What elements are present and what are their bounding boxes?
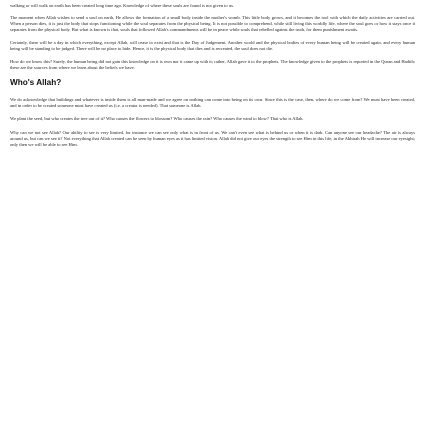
- section-paragraph-3: Why can we not see Allah? Our ability to see is very limited, for instance we can see only what is in front of us. We can't even see what is behind us or when it is dark. Can anyone see our headache? The air is always around us, but can we see it? Not everything that Allah created can be seen by human eyes as it has limited vision. Allah did not give our eyes the strength to see Him in this life, in the Akhirah He will increase our eyesight; only then we will be able to see Him.: [10, 129, 415, 147]
- section-paragraph-2: We plant the seed, but who creates the tree out of it? Who causes the flowers to blossom? Who causes the rain? Who causes the wind to blow? That who is Allah.: [10, 116, 304, 122]
- section-paragraph-1: We do acknowledge that buildings and whatever is inside them is all man-made and we agree on nothing can come into being on its own. Since this is the case, then, where do we come from? We must have been created, and in order to be created someone must have created us (i.e. a creator is needed). That someone is Allah.: [10, 97, 415, 109]
- intro-paragraph-2: The moment when Allah wishes to send a soul on earth, He allows the formation of a small body inside the mother's womb. This little body grows, and it becomes the tool with which the daily activities are carried out. When a person dies, it is just the body that stops functioning while the soul separates from the physical being. It is not possible to comprehend, while still living this worldly life, where the soul goes or how it stays once it separates from the physical body. But what is known is that, souls that followed Allah's commandments will be in peace while souls that rebelled against the truth, for them punishment awaits.: [10, 15, 415, 33]
- intro-paragraph-1: walking or will walk on earth has been created long time ago. Knowledge of where these souls are found is not given to us.: [10, 3, 234, 8]
- intro-paragraph-4: How do we know this? Surely, the human being did not gain this knowledge on it is own nor it came up with it; rather, Allah gave it to the prophets. The knowledge given to the prophets is reported in the Quran and Hadith; these are the sources from where we learn about the beliefs we have.: [10, 59, 415, 71]
- section-heading: Who's Allah?: [10, 78, 62, 88]
- intro-paragraph-3: Certainly, there will be a day in which everything, except Allah, will cease to exist and that is the Day of Judgement. Another world and the physical bodies of every human being will be created again, and every human being will be standing to be judged. There will be no place to hide. Hence, it is the physical body that dies and is recreated, the soul does not die.: [10, 40, 415, 52]
